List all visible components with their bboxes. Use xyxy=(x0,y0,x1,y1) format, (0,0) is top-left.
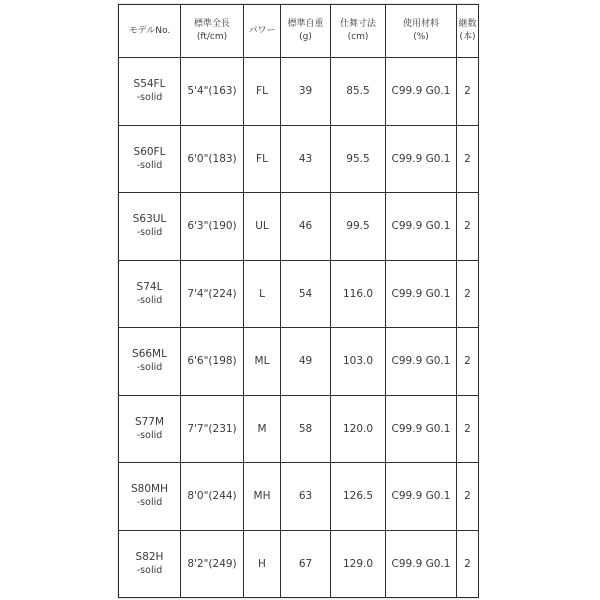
cell-weight: 63 xyxy=(281,463,331,531)
cell-weight: 39 xyxy=(281,58,331,126)
cell-material: C99.9 G0.1 xyxy=(386,463,457,531)
cell-closed-length: 126.5 xyxy=(331,463,386,531)
header-row xyxy=(119,5,479,58)
cell-closed-length: 120.0 xyxy=(331,395,386,463)
cell-power: UL xyxy=(244,193,281,261)
cell-closed-length: 99.5 xyxy=(331,193,386,261)
model-name: S74L xyxy=(136,280,163,293)
table-row xyxy=(119,463,479,531)
table-row xyxy=(119,395,479,463)
cell-material: C99.9 G0.1 xyxy=(386,530,457,598)
cell-length: 7'7"(231) xyxy=(181,395,244,463)
cell-weight: 43 xyxy=(281,125,331,193)
model-name: S77M xyxy=(134,415,165,428)
rod-spec-table xyxy=(118,4,479,598)
cell-model xyxy=(119,328,181,396)
cell-model xyxy=(119,58,181,126)
header-length: 標準全長 (ft/cm) xyxy=(181,5,244,58)
table-header xyxy=(119,5,479,58)
table-row xyxy=(119,193,479,261)
table-row xyxy=(119,530,479,598)
header-closed-length: 仕舞寸法 (cm) xyxy=(331,5,386,58)
cell-power: H xyxy=(244,530,281,598)
cell-pieces: 2 xyxy=(457,58,479,126)
spec-table-frame xyxy=(118,4,478,598)
model-suffix: -solid xyxy=(136,92,163,104)
model-suffix: -solid xyxy=(136,159,163,171)
table-row xyxy=(119,125,479,193)
table-row xyxy=(119,58,479,126)
header-power: パワー xyxy=(244,5,281,58)
header-weight: 標準自重 (g) xyxy=(281,5,331,58)
model-name: S54FL xyxy=(133,78,166,91)
cell-weight: 54 xyxy=(281,260,331,328)
header-pieces: 継数 (本) xyxy=(457,5,479,58)
cell-material: C99.9 G0.1 xyxy=(386,193,457,261)
model-suffix: -solid xyxy=(136,227,163,239)
cell-pieces: 2 xyxy=(457,260,479,328)
cell-closed-length: 85.5 xyxy=(331,58,386,126)
model-name: S80MH xyxy=(131,483,168,496)
cell-model xyxy=(119,260,181,328)
cell-power: M xyxy=(244,395,281,463)
model-suffix: -solid xyxy=(136,362,163,374)
cell-model xyxy=(119,125,181,193)
model-name: S60FL xyxy=(133,145,166,158)
cell-length: 8'0"(244) xyxy=(181,463,244,531)
header-material: 使用材料 (%) xyxy=(386,5,457,58)
table-row xyxy=(119,328,479,396)
cell-pieces: 2 xyxy=(457,193,479,261)
model-suffix: -solid xyxy=(136,429,163,441)
cell-length: 6'6"(198) xyxy=(181,328,244,396)
cell-model xyxy=(119,463,181,531)
cell-weight: 58 xyxy=(281,395,331,463)
cell-closed-length: 116.0 xyxy=(331,260,386,328)
cell-model xyxy=(119,193,181,261)
model-suffix: -solid xyxy=(136,294,163,306)
cell-weight: 67 xyxy=(281,530,331,598)
cell-length: 6'0"(183) xyxy=(181,125,244,193)
cell-material: C99.9 G0.1 xyxy=(386,260,457,328)
model-name: S63UL xyxy=(132,213,167,226)
cell-closed-length: 95.5 xyxy=(331,125,386,193)
cell-power: MH xyxy=(244,463,281,531)
cell-length: 8'2"(249) xyxy=(181,530,244,598)
cell-weight: 49 xyxy=(281,328,331,396)
cell-power: ML xyxy=(244,328,281,396)
cell-closed-length: 129.0 xyxy=(331,530,386,598)
cell-pieces: 2 xyxy=(457,328,479,396)
cell-pieces: 2 xyxy=(457,125,479,193)
cell-power: FL xyxy=(244,58,281,126)
table-row xyxy=(119,260,479,328)
table-body xyxy=(119,58,479,598)
cell-material: C99.9 G0.1 xyxy=(386,58,457,126)
cell-length: 5'4"(163) xyxy=(181,58,244,126)
cell-power: L xyxy=(244,260,281,328)
cell-pieces: 2 xyxy=(457,463,479,531)
cell-length: 7'4"(224) xyxy=(181,260,244,328)
cell-pieces: 2 xyxy=(457,530,479,598)
cell-model xyxy=(119,530,181,598)
cell-length: 6'3"(190) xyxy=(181,193,244,261)
model-name: S66ML xyxy=(132,348,167,361)
cell-closed-length: 103.0 xyxy=(331,328,386,396)
cell-weight: 46 xyxy=(281,193,331,261)
header-model: モデルNo. xyxy=(119,5,181,58)
model-name: S82H xyxy=(135,550,164,563)
cell-power: FL xyxy=(244,125,281,193)
model-suffix: -solid xyxy=(136,497,163,509)
cell-material: C99.9 G0.1 xyxy=(386,125,457,193)
cell-pieces: 2 xyxy=(457,395,479,463)
cell-model xyxy=(119,395,181,463)
cell-material: C99.9 G0.1 xyxy=(386,395,457,463)
model-suffix: -solid xyxy=(136,564,163,576)
cell-material: C99.9 G0.1 xyxy=(386,328,457,396)
